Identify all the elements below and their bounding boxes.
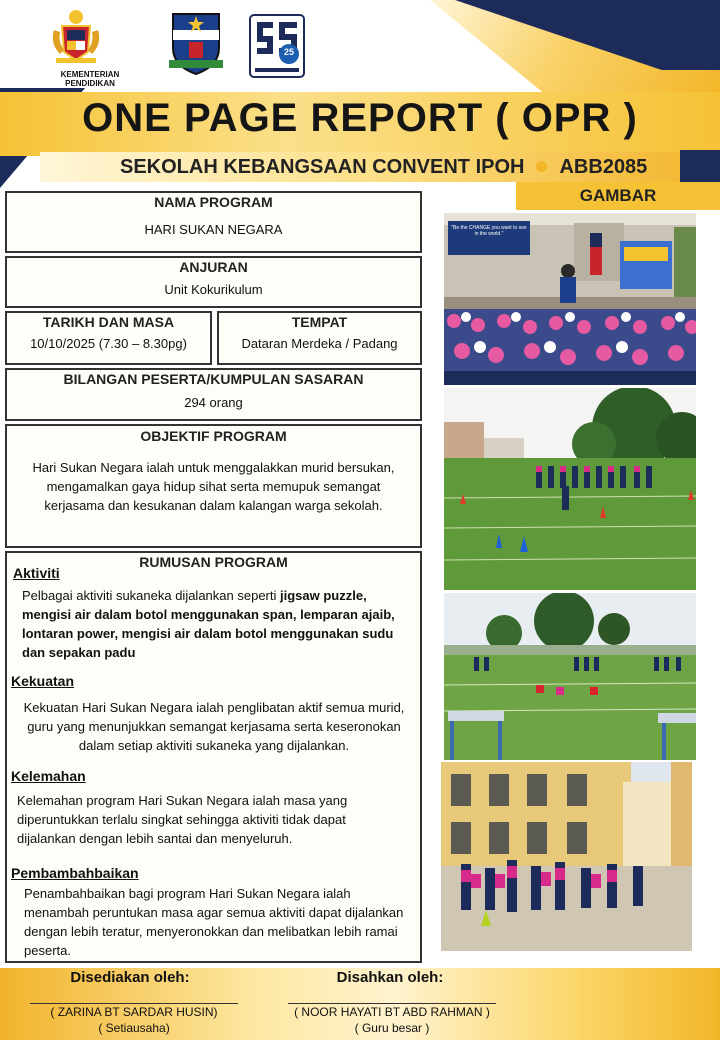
school-name: SEKOLAH KEBANGSAAN CONVENT IPOH [120,156,525,178]
activities-intro: Pelbagai aktiviti sukaneka dijalankan seperti [22,588,280,603]
prepared-signature-line [30,1003,238,1004]
objective-box [5,424,422,548]
photo-field-cones [444,388,696,590]
venue-value: Dataran Merdeka / Padang [241,336,398,351]
program-name-box [5,191,422,253]
venue-label: TEMPAT [291,314,348,330]
photo-open-field [444,593,696,760]
strength-heading: Kekuatan [11,673,75,689]
school-line [120,156,680,179]
weakness-text: Kelemahan program Hari Sukan Negara ialah masa yang diperuntukkan terlalu singkat sehingga aktiviti tidak dapat dijalankan dengan lebih santai dan menyeluruh. [17,793,348,846]
subtitle-decoration-navy [680,150,720,185]
ministry-caption: KEMENTERIAN PENDIDIKAN [60,70,120,88]
weakness-heading: Kelemahan [11,768,86,784]
objective-label: OBJEKTIF PROGRAM [140,428,287,444]
verified-by-name: ( NOOR HAYATI BT ABD RAHMAN ) [294,1005,490,1019]
participants-box [5,368,422,421]
gallery-label: GAMBAR [516,182,720,210]
anniversary-badge: 25 [283,47,294,57]
school-code: ABB2085 [559,156,648,178]
anniversary-logo [249,14,305,78]
summary-label: RUMUSAN PROGRAM [139,554,288,570]
activities-text [22,586,412,662]
prepared-by-role: ( Setiausaha) [98,1021,170,1035]
verified-signature-line [288,1003,496,1004]
prepared-by-name: ( ZARINA BT SARDAR HUSIN) [50,1005,218,1019]
program-name-value: HARI SUKAN NEGARA [144,222,283,237]
activities-list: jigsaw puzzle, mengisi air dalam botol menggunakan span, lemparan ajaib, lontaran power, mengisi air dalam botol menggunakan sudu dan sepakan padu [22,588,395,660]
participants-label: BILANGAN PESERTA/KUMPULAN SASARAN [63,371,364,387]
improvement-text: Penambahbaikan bagi program Hari Sukan Negara ialah menambah peruntukan masa agar semua aktiviti dapat dijalankan dengan lebih teratur, menyeronokkan dan melibatkan lebih ramai peserta. [24,886,404,958]
prepared-by-label: Disediakan oleh: [70,969,190,986]
objective-text: Hari Sukan Negara ialah untuk menggalakkan murid bersukan, mengamalkan gaya hidup sihat serta memupuk semangat kerjasama dan kesukanan dalam kalangan warga sekolah. [32,460,395,513]
organizer-label: ANJURAN [179,259,248,275]
separator-dot [536,161,547,172]
hall-banner-text: "Be the CHANGE you want to see in the world." [451,225,527,237]
participants-value: 294 orang [184,395,243,410]
page-title: ONE PAGE REPORT ( OPR ) [82,96,638,140]
date-time-box [5,311,212,365]
date-time-label: TARIKH DAN MASA [42,314,175,330]
strength-text: Kekuatan Hari Sukan Negara ialah penglibatan aktif semua murid, guru yang menunjukkan semangat kerjasama serta keseronokan dalam setiap aktiviti sukaneka yang dijalankan. [23,700,405,753]
photo-school-building [441,762,692,951]
photo-hall-assembly [444,213,696,385]
verified-by-role: ( Guru besar ) [354,1021,430,1035]
school-crest-logo [167,10,225,76]
improvement-heading: Pembambahbaikan [11,865,139,881]
venue-box [217,311,422,365]
date-time-value: 10/10/2025 (7.30 – 8.30pg) [30,336,187,351]
verified-by-label: Disahkan oleh: [336,969,444,986]
activities-heading: Aktiviti [13,565,60,581]
program-name-label: NAMA PROGRAM [154,194,273,210]
organizer-value: Unit Kokurikulum [164,282,263,297]
kpm-crest-logo [48,8,104,68]
organizer-box [5,256,422,308]
